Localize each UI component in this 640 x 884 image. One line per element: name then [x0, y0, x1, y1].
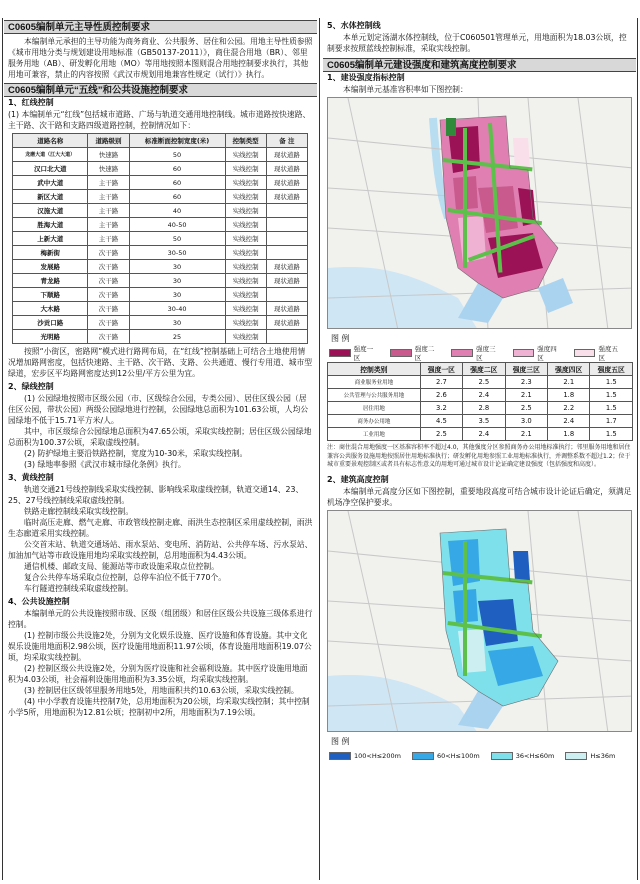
green-line-text: (1) 公园绿地按照市区级公园（市、区级综合公园，专类公园）、居住区级公园（居住区公园，带状公园）两级公园绿地进行控制，公园绿地总面积为101.63公顷，人均公园绿地不低于15.71平方米/人。: [8, 394, 309, 425]
left-column: [4, 20, 317, 718]
road-table-row: [13, 204, 308, 218]
road-table-cell: 次干路: [88, 302, 129, 316]
road-table-cell: 现状道路: [266, 162, 307, 176]
legend-label: 60<H≤100m: [436, 751, 480, 760]
fa-table-cell: 1.5: [590, 402, 633, 415]
road-table-row: [13, 176, 308, 190]
road-table-row: [13, 190, 308, 204]
road-table-cell: 实线控制: [225, 190, 266, 204]
legend-item: [565, 752, 615, 760]
road-table-cell: 实线控制: [225, 330, 266, 344]
intensity-map: [327, 97, 632, 329]
fa-table-cell: 居住用地: [328, 402, 421, 415]
fa-table-cell: 2.4: [463, 389, 505, 402]
road-table-cell: 实线控制: [225, 232, 266, 246]
road-table-header-cell: 道路级别: [88, 134, 129, 148]
legend-item: [412, 752, 480, 760]
fa-table-cell: 4.5: [420, 415, 462, 428]
section-title-main-nature: C0605编制单元主导性质控制要求: [4, 20, 317, 34]
road-table-cell: 新区大道: [13, 190, 88, 204]
fa-table-cell: 商业服务业用地: [328, 376, 421, 389]
road-table-cell: [266, 204, 307, 218]
road-table-cell: 现状道路: [266, 148, 307, 162]
legend-label: 36<H≤60m: [515, 751, 555, 760]
road-table-cell: 实线控制: [225, 218, 266, 232]
fa-table-cell: 1.8: [548, 428, 590, 441]
road-table-header-cell: 控制类型: [225, 134, 266, 148]
fa-table-cell: 3.5: [463, 415, 505, 428]
road-table-cell: 次干路: [88, 260, 129, 274]
road-table-body: [13, 148, 308, 344]
road-table-cell: 60: [129, 176, 225, 190]
yellow-line-text-3: 临时高压走廊、燃气走廊、市政管线控制走廊、雨洪生态控制区采用虚线控制，雨洪生态廊道采用实线控制。: [8, 518, 313, 538]
legend-swatch: [390, 349, 412, 357]
road-table-cell: 60: [129, 190, 225, 204]
fa-table-cell: 2.6: [420, 389, 462, 402]
yellow-line-title: 3、黄线控制: [8, 473, 54, 482]
legend-label: 强度三区: [476, 345, 496, 362]
yellow-line-text-4: 公交首末站、轨道交通场站、雨水泵站、变电所、消防站、公共停车场、污水泵站、加油加气站等市政设施用地均采取实线控制，总用地面积为4.43公顷。: [8, 540, 313, 560]
legend-swatch: [329, 349, 351, 357]
road-table-cell: 汉施大道: [13, 204, 88, 218]
legend-label: 强度一区: [353, 345, 374, 362]
road-table-cell: 25: [129, 330, 225, 344]
intensity-text: 本编制单元基准容积率如下图控制：: [343, 85, 468, 94]
road-table-cell: 实线控制: [225, 260, 266, 274]
height-legend-title: 图 例: [331, 736, 350, 746]
road-table-cell: 快速路: [88, 148, 129, 162]
road-table-cell: [266, 246, 307, 260]
road-table-cell: 龙磨大道（江大大道）: [13, 148, 88, 162]
fa-table-header: [328, 363, 633, 376]
road-table-cell: 实线控制: [225, 288, 266, 302]
legend-swatch: [513, 349, 535, 357]
legend-swatch: [574, 349, 596, 357]
road-table-cell: 主干路: [88, 218, 129, 232]
fa-table-header-cell: 强度三区: [505, 363, 547, 376]
green-line-text-2: 其中，市区级综合公园绿地总面积为47.65公顷，采取实线控制；居住区级公园绿地总面积为100.37公顷，采取虚线控制。: [8, 427, 312, 447]
fa-table-cell: 3.2: [420, 402, 462, 415]
fa-table-cell: 1.7: [590, 415, 633, 428]
road-table-cell: 现状道路: [266, 190, 307, 204]
fa-table-cell: 2.1: [505, 389, 547, 402]
intensity-legend-title: 图 例: [331, 334, 350, 343]
fa-table-row: [328, 402, 633, 415]
fa-table-cell: 2.1: [505, 428, 547, 441]
legend-label: 强度二区: [414, 345, 435, 362]
legend-label: 100<H≤200m: [354, 751, 401, 760]
legend-label: H≤36m: [590, 751, 616, 760]
legend-item: [513, 344, 563, 362]
road-table-cell: 现状道路: [266, 274, 307, 288]
water-line-title: 5、水体控制线: [327, 21, 381, 30]
road-table-header-cell: 备 注: [266, 134, 307, 148]
road-table-cell: 30: [129, 274, 225, 288]
road-table-row: [13, 316, 308, 330]
road-table-cell: 30: [129, 316, 225, 330]
road-table-cell: 下顺路: [13, 288, 88, 302]
road-table-cell: 现状道路: [266, 316, 307, 330]
road-table-cell: 60: [129, 162, 225, 176]
legend-item: [491, 752, 555, 760]
yellow-line-text-7: 车行隧道控制线采取虚线控制。: [24, 584, 134, 593]
fa-table-cell: 1.8: [548, 389, 590, 402]
road-table-cell: 发展路: [13, 260, 88, 274]
road-table-cell: 次干路: [88, 274, 129, 288]
public-facility-text-5: (4) 中小学教育设施共控制7处，总用地面积为20公顷，均采取实线控制；其中控制小学5所，用地面积为12.81公顷；控制初中2所，用地面积为7.19公顷。: [8, 697, 310, 717]
road-table-cell: 汉口北大道: [13, 162, 88, 176]
road-table-cell: 沙贡口路: [13, 316, 88, 330]
height-text: 本编制单元高度分区如下图控制，重要地段高度可结合城市设计论证后确定，须满足机场净空保护要求。: [327, 486, 632, 507]
public-facility-title: 4、公共设施控制: [8, 597, 70, 606]
road-table-cell: 主干路: [88, 190, 129, 204]
road-table-cell: 实线控制: [225, 204, 266, 218]
road-table-cell: 30: [129, 288, 225, 302]
fa-table-cell: 2.4: [548, 415, 590, 428]
height-title: 2、建筑高度控制: [327, 474, 389, 484]
section-title-five-lines: C0605编制单元“五线”和公共设施控制要求: [4, 83, 317, 97]
road-table-cell: 40: [129, 204, 225, 218]
road-table-cell: 实线控制: [225, 148, 266, 162]
legend-item: [574, 344, 624, 362]
road-table-cell: 大木路: [13, 302, 88, 316]
legend-swatch: [451, 349, 473, 357]
road-table-cell: 实线控制: [225, 246, 266, 260]
fa-table-row: [328, 428, 633, 441]
legend-swatch: [565, 752, 587, 760]
road-table-cell: 主干路: [88, 204, 129, 218]
fa-table-header-cell: 强度一区: [420, 363, 462, 376]
green-line-text-4: (3) 绿地率参照《武汉市城市绿化条例》执行。: [24, 460, 186, 469]
road-table-cell: 梅新街: [13, 246, 88, 260]
fa-table-cell: 3.0: [505, 415, 547, 428]
fa-table-row: [328, 389, 633, 402]
road-table-cell: 50: [129, 148, 225, 162]
intensity-map-graphic: [328, 98, 632, 329]
floor-area-ratio-table: [327, 362, 633, 441]
red-line-title: 1、红线控制: [8, 98, 54, 107]
road-table-cell: 实线控制: [225, 316, 266, 330]
road-table-cell: 实线控制: [225, 302, 266, 316]
road-table-cell: 快速路: [88, 162, 129, 176]
fa-table-row: [328, 376, 633, 389]
road-table-header-cell: 标准断面控制宽度(米): [129, 134, 225, 148]
road-table-header-cell: 道路名称: [13, 134, 88, 148]
road-table-cell: 现状道路: [266, 302, 307, 316]
road-table-row: [13, 302, 308, 316]
legend-swatch: [412, 752, 434, 760]
public-facility-text-4: (3) 控制居住区级邻里服务用地5处，用地面积共约10.63公顷，采取实线控制。: [24, 686, 299, 695]
road-table-cell: 主干路: [88, 176, 129, 190]
road-table-cell: [266, 288, 307, 302]
road-table-row: [13, 274, 308, 288]
public-facility-text-3: (2) 控制区级公共设施2处，分别为医疗设施和社会福利设施。其中医疗设施用地面积为4.03公顷，社会福利设施用地面积为3.35公顷，均采取实线控制。: [8, 664, 308, 684]
fa-table-cell: 1.5: [590, 389, 633, 402]
red-line-text-2: 按照“小街区，密路网”模式进行路网布局，在“红线”控制基础上可结合土地使用情况增加路网密度，包括快速路、主干路、次干路、支路、公共通道、慢行专用道、城市型绿道，宏步区平均路网密度达到12公里/平方公里为宜。: [8, 347, 313, 378]
road-table: [12, 133, 308, 344]
height-map: [327, 510, 632, 732]
fa-table-cell: 1.5: [590, 428, 633, 441]
public-facility-text: 本编制单元的公共设施按照市级、区级（组团级）和居住区级公共设施三级体系进行控制。: [8, 609, 313, 629]
legend-label: 强度五区: [598, 345, 618, 362]
fa-table-cell: 2.8: [463, 402, 505, 415]
road-table-cell: 现状道路: [266, 260, 307, 274]
road-table-cell: 实线控制: [225, 274, 266, 288]
fa-table-header-cell: 强度五区: [590, 363, 633, 376]
road-table-cell: 30: [129, 260, 225, 274]
section-title-intensity-height: C0605编制单元建设强度和建筑高度控制要求: [323, 58, 636, 72]
yellow-line-text: 轨道交通21号线控制线采取实线控制、影响线采取虚线控制，轨道交通14、23、25、27号线控制线采取虚线控制。: [8, 485, 304, 505]
fa-table-cell: 1.5: [590, 376, 633, 389]
road-table-row: [13, 218, 308, 232]
fa-table-cell: 2.3: [505, 376, 547, 389]
height-legend: [323, 749, 636, 763]
fa-table-cell: 2.4: [463, 428, 505, 441]
road-table-cell: 次干路: [88, 330, 129, 344]
legend-swatch: [491, 752, 513, 760]
left-border: [2, 18, 3, 880]
fa-table-header-cell: 强度二区: [463, 363, 505, 376]
road-table-cell: 30-40: [129, 302, 225, 316]
green-line-title: 2、绿线控制: [8, 382, 54, 391]
middle-divider: [319, 18, 320, 880]
road-table-cell: 实线控制: [225, 162, 266, 176]
fa-table-cell: 2.1: [548, 376, 590, 389]
road-table-cell: 青龙路: [13, 274, 88, 288]
yellow-line-text-6: 复合公共停车场采取点位控制，总停车泊位不低于770个。: [24, 573, 227, 582]
right-column: [323, 20, 636, 763]
legend-item: [329, 344, 379, 362]
red-line-text: (1) 本编制单元“红线”包括城市道路、广场与轨道交通用地控制线。城市道路按快速路、主干路、次干路和支路四级道路控制，控制情况如下：: [8, 110, 311, 130]
fa-table-cell: 2.5: [420, 428, 462, 441]
road-table-cell: [266, 330, 307, 344]
fa-table-cell: 公共管理与公共服务用地: [328, 389, 421, 402]
road-table-cell: 40-50: [129, 218, 225, 232]
fa-table-row: [328, 415, 633, 428]
fa-table-cell: 2.7: [420, 376, 462, 389]
road-table-cell: 次干路: [88, 288, 129, 302]
fa-table-header-cell: 强度四区: [548, 363, 590, 376]
road-table-row: [13, 260, 308, 274]
main-nature-text: 本编制单元承担的主导功能为商务商业、公共服务、居住和公园。用地主导性质参照《城市用地分类与规划建设用地标准（GB50137-2011）》，商住混合用地（BR）、邻里服务用地（AB）、研发孵化用地（MO）等用地按照本图则混合用地控制要求执行，其他用地可兼容，禁止的内容按照《武汉市规划用地兼容性规定（试行）》执行。: [8, 37, 313, 79]
road-table-cell: 主干路: [88, 232, 129, 246]
yellow-line-text-2: 铁路走廊控制线采取实线控制。: [24, 507, 134, 516]
fa-table-cell: 工业用地: [328, 428, 421, 441]
road-table-row: [13, 162, 308, 176]
fa-note: 注：商住混合用地强度一区基准容积率不超过4.0，其他强度分区参照商务办公用地标准执行；邻里服务用地和居住兼容公共服务设施用地按照居住用地标准执行；研发孵化用地参照工业用地标准执行，并调整系数不超过1.2；位于城市重要景观控制区或者具有标志性意义的用地可通过城市设计论证确定建设强度（包括强度和高度）。: [327, 444, 631, 468]
road-table-cell: 次干路: [88, 316, 129, 330]
road-table-row: [13, 330, 308, 344]
intensity-legend: [323, 346, 636, 360]
right-border: [637, 18, 638, 880]
legend-label: 强度四区: [537, 345, 557, 362]
road-table-cell: 次干路: [88, 246, 129, 260]
road-table-row: [13, 232, 308, 246]
road-table-cell: 武中大道: [13, 176, 88, 190]
fa-table-cell: 商务办公用地: [328, 415, 421, 428]
road-table-cell: 实线控制: [225, 176, 266, 190]
road-table-cell: 胜海大道: [13, 218, 88, 232]
road-table-cell: 光明路: [13, 330, 88, 344]
fa-table-cell: 2.5: [463, 376, 505, 389]
road-table-row: [13, 288, 308, 302]
height-map-graphic: [328, 511, 632, 732]
water-line-text: 本单元划定汤湖水体控制线，位于C060501管理单元，用地面积为18.03公顷，控制要求按照蓝线控制标准，采取实线控制。: [327, 33, 627, 53]
fa-table-header-cell: 控制类别: [328, 363, 421, 376]
road-table-cell: 50: [129, 232, 225, 246]
legend-swatch: [329, 752, 351, 760]
road-table-row: [13, 246, 308, 260]
green-line-text-3: (2) 防护绿地主要沿铁路控制，宽度为10-30米，采取实线控制。: [24, 449, 248, 458]
legend-item: [451, 344, 501, 362]
legend-item: [329, 752, 401, 760]
intensity-title: 1、建设强度指标控制: [327, 73, 405, 82]
road-table-row: [13, 148, 308, 162]
road-table-cell: 现状道路: [266, 176, 307, 190]
legend-item: [390, 344, 440, 362]
yellow-line-text-5: 通信机楼、邮政支局、能源站等市政设施采取点位控制。: [24, 562, 219, 571]
road-table-header: [13, 134, 308, 148]
fa-table-cell: 2.5: [505, 402, 547, 415]
road-table-cell: 30-50: [129, 246, 225, 260]
fa-table-body: [328, 376, 633, 441]
fa-table-cell: 2.2: [548, 402, 590, 415]
road-table-cell: [266, 232, 307, 246]
road-table-cell: 上新大道: [13, 232, 88, 246]
public-facility-text-2: (1) 控制市级公共设施2处，分别为文化娱乐设施、医疗设施和体育设施。其中文化娱乐设施用地面积2.98公顷，医疗设施用地面积11.97公顷，体育设施用地面积19.07公顷，均采取实线控制。: [8, 631, 312, 662]
road-table-cell: [266, 218, 307, 232]
